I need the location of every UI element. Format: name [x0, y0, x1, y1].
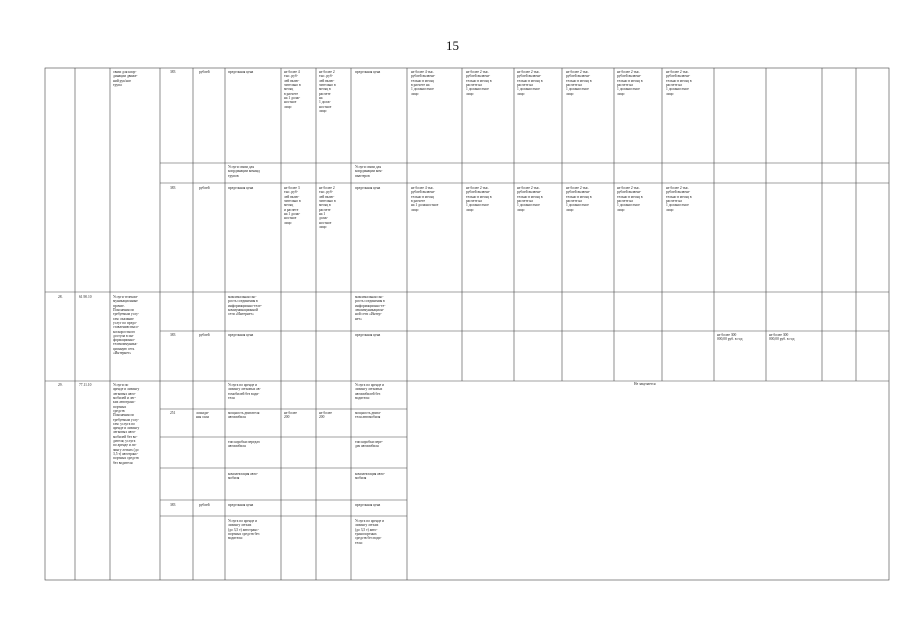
r29-name: Услуги по аренде и лизингу легковых авто- мобилей и лег- ких автотранс- портных средств Пояснения по требуемым услу- гам: услуга по аренде и лизингу легковых авто- мобилей без во- дителя; услуга по аренде и ли- зингу легких (до 3,5 т) автотранс- портных средств без водителя [113, 383, 140, 465]
r27-sub-label1: Услуги связи для координации команд трупов [228, 165, 260, 178]
r28-name: Услуги телеком- муникационные прочие. Пояснения по требуемым услу- гам: оказание услуг по предо- ставлению высо- коскоростного доступа в ин- формационно- телекоммуника- ционную сеть «Интернет» [113, 295, 140, 356]
r29-head1: Услуга по аренде и лизингу легковых ав- томобилей без води- теля [228, 383, 261, 400]
r29-equip2: комплектация авто- мобиля [355, 472, 385, 481]
r27-v2-b: не более 2 тыс. руб- лей вклю- чительно в месяц в расчете на 1 долж- ностное лицо [319, 186, 336, 229]
r27-char2: предельная цена [355, 70, 381, 74]
r27-v2: не более 2 тыс. руб- лей вклю- чительно в месяц в расчете на 1 долж- ностное лицо [319, 70, 336, 113]
r29-power2: мощность двига- теля автомобиля [355, 411, 382, 420]
r27-okei-b: 383 [170, 186, 176, 190]
r28-num: 28. [58, 295, 63, 299]
r27-char1: предельная цена [228, 70, 254, 74]
r28-unit: рублей [199, 333, 210, 337]
r28-okei: 383 [170, 333, 176, 337]
r28-char1-b: предельная цена [228, 333, 254, 337]
r27-c5: не более 2 тыс. рублей включи- тельно в месяц в расчете на 1 должностное лицо [617, 70, 643, 96]
r27-unit: рублей [199, 70, 210, 74]
r29-okei-power: 251 [170, 411, 176, 415]
r29-price2: предельная цена [355, 503, 381, 507]
r28-char1: максимальная ско- рость соединения в информационно-теле- коммуникационной сети «Интернет» [228, 295, 262, 317]
page-number: 15 [446, 38, 459, 53]
r27-c3: не более 2 тыс. рублей включи- тельно в месяц в расчете на 1 должностное лицо [517, 70, 543, 96]
r29-price1: предельная цена [228, 503, 254, 507]
r27-char2-b: предельная цена [355, 186, 381, 190]
r29-trans1: тип коробки передач автомобиля [228, 440, 260, 449]
r29-power1: мощность двигателя автомобиля [228, 411, 260, 420]
r28-char2: максимальная ско- рость соединения в информационно-те- лекоммуникацион- ной сети «Интер- нет» [355, 295, 386, 321]
r27-unit-b: рублей [199, 186, 210, 190]
r29-head2: Услуга по аренде и лизингу легковых автомобилей без водителя: [355, 383, 385, 400]
r29-num: 29. [58, 383, 63, 387]
r27-char1-b: предельная цена [228, 186, 254, 190]
r27-c2-b: не более 2 тыс. рублей включи- тельно в месяц в расчете на 1 должностное лицо [466, 186, 492, 212]
r27-c3-b: не более 2 тыс. рублей включи- тельно в месяц в расчете на 1 должностное лицо [517, 186, 543, 212]
r27-c1: не более 4 тыс. рублей включи- тельно в месяц в расчете на 1 должностное лицо [411, 70, 436, 96]
r27-v1-b: не более 3 тыс. руб- лей вклю- чительно в месяц и расчете на 1 долж- ностное лицо [284, 186, 301, 225]
r27-name: связи для коор- динации движе- ний рук/ног трупа [113, 70, 138, 87]
r27-v1: не более 4 тыс. руб- лей вклю- чительно в месяц в расчете на 1 долж- ностное лицо [284, 70, 301, 109]
r29-equip1: комплектация авто- мобиля [228, 472, 258, 481]
r29-unit: рублей [199, 503, 210, 507]
r29-no-purchase: Не закупается [634, 382, 656, 386]
r27-okei: 383 [170, 70, 176, 74]
r27-c5-b: не более 2 тыс. рублей включи- тельно в месяц в расчете на 1 должностное лицо [617, 186, 643, 212]
r29-power-v1: не более 200 [284, 411, 297, 420]
r28-code: 61.90.10 [79, 295, 92, 299]
r27-c6: не более 2 тыс. рублей включи- тельно в месяц в расчете на 1 должностное лицо [666, 70, 692, 96]
r27-c6-b: не более 2 тыс. рублей включи- тельно в месяц в расчете на 1 должностное лицо [666, 186, 692, 212]
r29-power-v2: не более 200 [319, 411, 332, 420]
r29-light2: Услуга по аренде и лизингу легких (до 3,5 т) авто- транспортных средств без води- теля: [355, 519, 385, 545]
r29-code: 77.11.10 [79, 383, 92, 387]
r27-c2: не более 2 тыс. рублей включи- тельно в месяц в расчете на 1 должностное лицо [466, 70, 492, 96]
r28-char2-b: предельная цена [355, 333, 381, 337]
r27-c1-b: не более 4 тыс. рублей включи- тельно в месяц в расчете на 1 должностное лицо [411, 186, 439, 212]
r29-okei: 383 [170, 503, 176, 507]
r28-price1: не более 300 000,00 руб. в год [717, 333, 743, 342]
r28-price2: не более 300 000,00 руб. в год [769, 333, 795, 342]
r27-c4-b: не более 2 тыс. рублей включи- тельно в месяц в расчете на 1 должностное лицо [566, 186, 592, 212]
r29-unit-power: лошади- ная сила [196, 411, 209, 420]
r27-c4: не более 2 тыс. рублей включи- тельно в месяц в расчете на 1 должностное лицо [566, 70, 592, 96]
r29-trans2: тип коробки пере- дач автомобиля [355, 440, 383, 449]
r27-sub-label2: Услуги связи для координации ком- пьютеров [355, 165, 383, 178]
r29-light1: Услуга по аренде и лизингу легких (до 3,5 т) автотранс- портных средств без водителя: [228, 519, 260, 541]
